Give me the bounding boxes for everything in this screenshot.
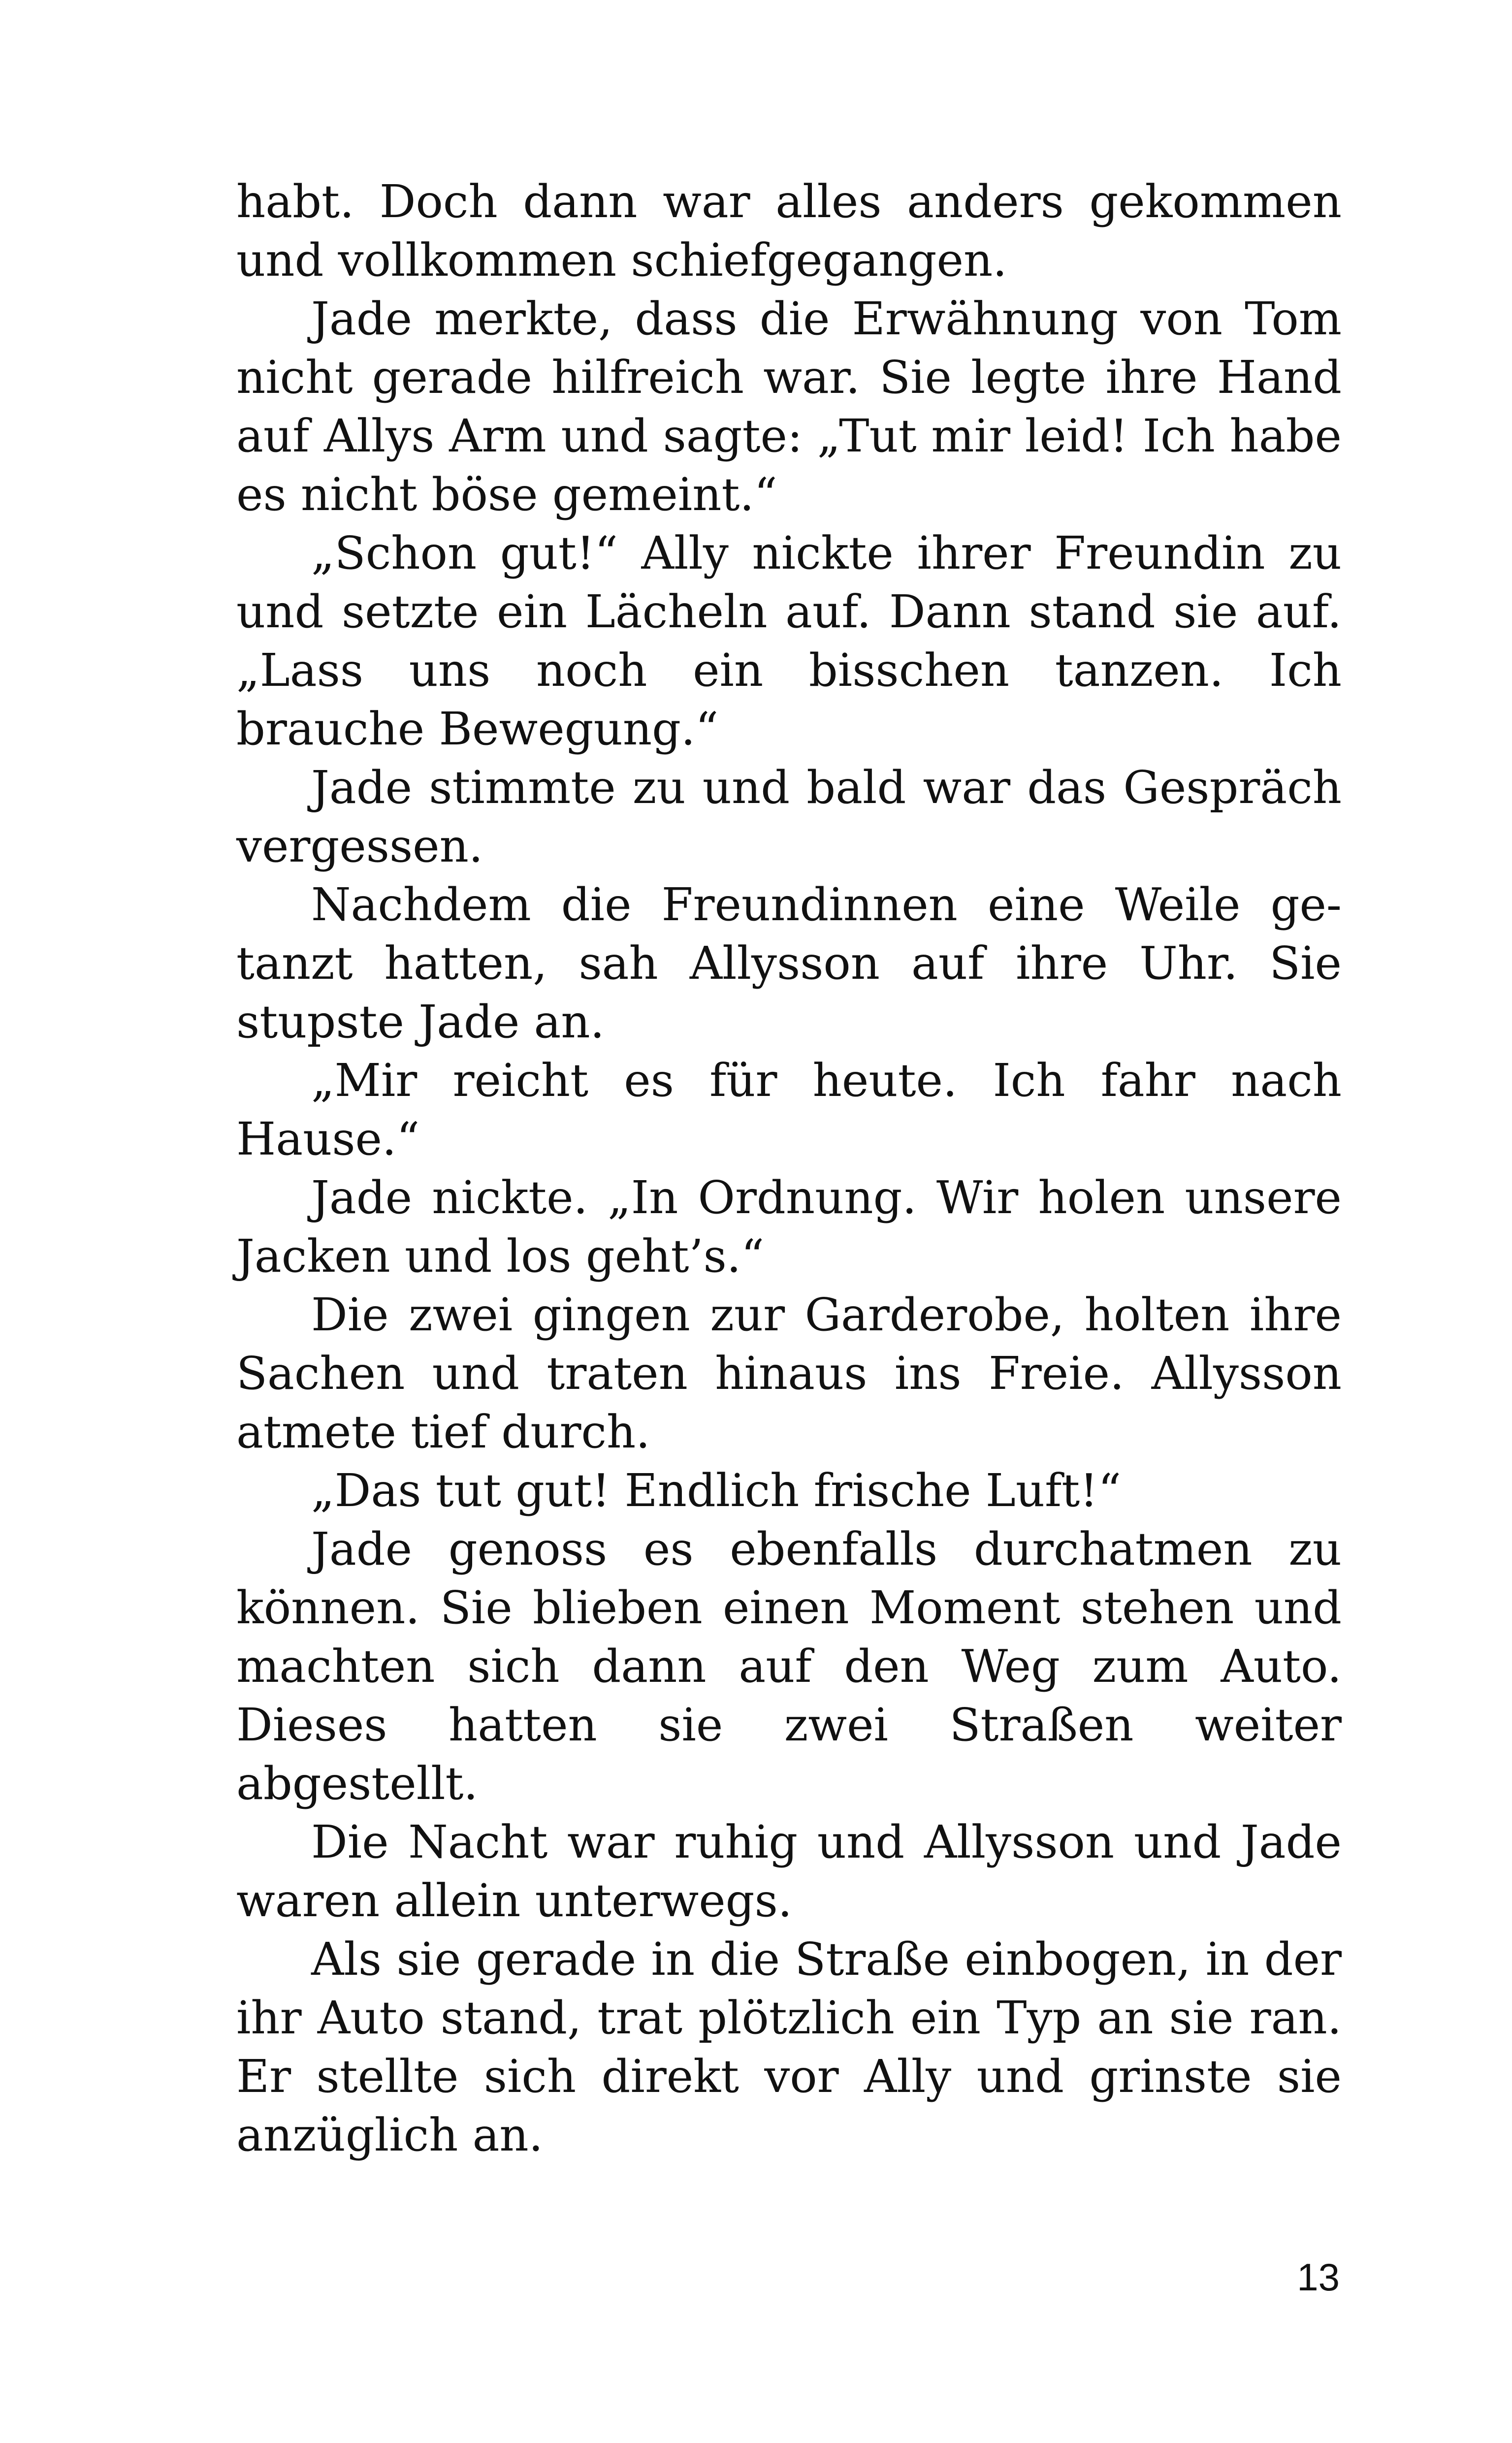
paragraph: Jade genoss es ebenfalls durchatmen zu können. Sie blieben einen Moment stehen und machten sich dann auf den Weg zum Auto. Dieses hatten sie zwei Straßen weiter abgestellt. xyxy=(236,1523,1342,1810)
page-number: 13 xyxy=(1297,2255,1340,2299)
paragraph: Die Nacht war ruhig und Allysson und Jade waren allein unterwegs. xyxy=(236,1816,1342,1927)
paragraph: Die zwei gingen zur Garderobe, holten ihre Sachen und traten hinaus ins Freie. Allysson atmete tief durch. xyxy=(236,1288,1342,1458)
paragraph: „Das tut gut! Endlich frische Luft!“ xyxy=(311,1464,1122,1517)
body-text xyxy=(236,172,1342,2164)
paragraph: Als sie gerade in die Straße einbogen, in der ihr Auto stand, trat plötzlich ein Typ an sie ran. Er stellte sich direkt vor Ally und grinste sie anzüglich an. xyxy=(236,1933,1342,2161)
paragraph: „Mir reicht es für heute. Ich fahr nach Hause.“ xyxy=(236,1054,1342,1165)
paragraph: „Schon gut!“ Ally nickte ihrer Freundin zu und setzte ein Lächeln auf. Dann stand sie auf. „Lass uns noch ein bisschen tanzen. Ich brauche Bewegung.“ xyxy=(236,527,1342,755)
paragraph: Jade merkte, dass die Erwähnung von Tom nicht gerade hilfreich war. Sie legte ihre Hand auf Allys Arm und sagte: „Tut mir leid! Ich habe es nicht böse gemeint.“ xyxy=(236,292,1342,521)
paragraph: Nachdem die Freundinnen eine Weile getanzt hatten, sah Allysson auf ihre Uhr. Sie stupste Jade an. xyxy=(236,878,1342,1048)
paragraph: Jade nickte. „In Ordnung. Wir holen unsere Jacken und los geht’s.“ xyxy=(236,1171,1342,1283)
paragraph: Jade stimmte zu und bald war das Gespräch vergessen. xyxy=(236,761,1342,872)
paragraph-continuation: habt. Doch dann war alles anders gekommen und vollkommen schiefgegangen. xyxy=(236,175,1342,287)
